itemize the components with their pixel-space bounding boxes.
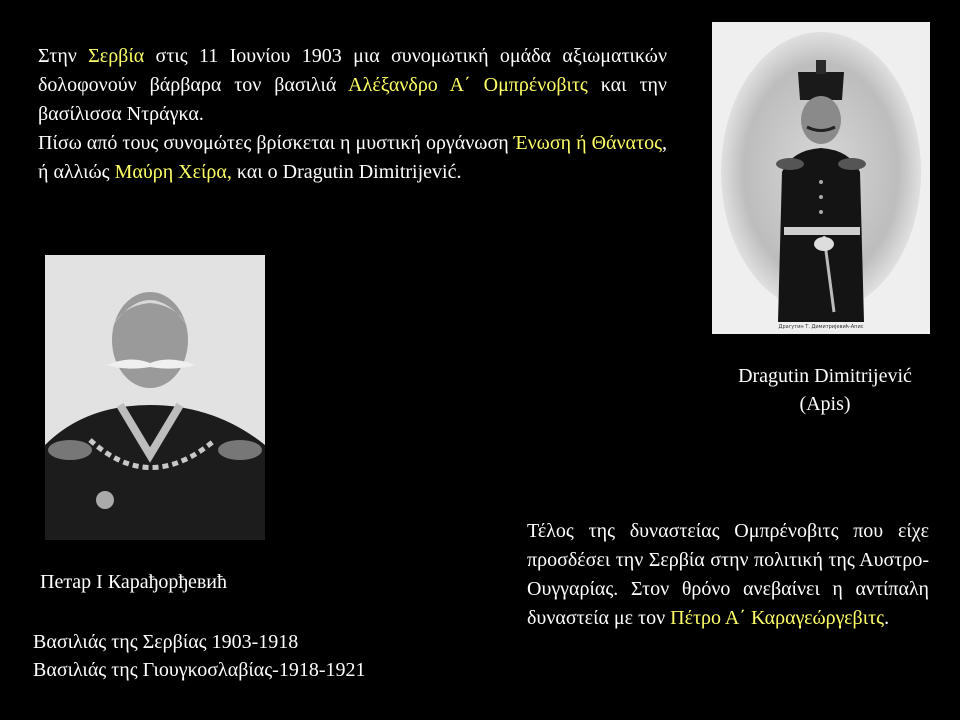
petar-portrait-image	[45, 255, 265, 540]
apis-photo-inscription: Драгутин Т. Димитријевић-Апис	[778, 324, 864, 330]
text-run: Τέλος της δυναστείας Ομπρένοβιτς που είχε προσδέσει την Σερβία στην πολιτική της Αυστρο-Ουγγαρίας. Στον θρόνο ανεβαίνει η αντίπαλη δυναστεία με τον	[527, 520, 929, 629]
text-run: και ο Dragutin Dimitrijević.	[231, 161, 462, 183]
text-run: Στην	[38, 45, 89, 67]
apis-caption	[700, 362, 950, 418]
intro-paragraph-2	[38, 129, 667, 187]
highlighted-term: Ένωση ή Θάνατος	[513, 132, 662, 154]
text-run: Πίσω από τους συνομώτες βρίσκεται η μυστική οργάνωση	[38, 132, 514, 154]
apis-portrait-image	[712, 22, 930, 334]
apis-name: Dragutin Dimitrijević	[738, 365, 912, 387]
petar-caption: Петар I Карађорђевић	[40, 571, 228, 593]
apis-alias: (Apis)	[799, 393, 851, 415]
text-run: .	[884, 607, 890, 629]
text-run: και την βασίλισσα Ντράγκα.	[38, 74, 667, 125]
reign-yugoslavia: Βασιλιάς της Γιουγκοσλαβίας-1918-1921	[33, 659, 366, 681]
highlighted-term: Σερβία	[88, 45, 145, 67]
apis-photo	[712, 22, 930, 334]
petar-photo	[45, 255, 265, 540]
reign-serbia: Βασιλιάς της Σερβίας 1903-1918	[33, 631, 299, 653]
intro-paragraph-1	[38, 42, 667, 129]
ending-paragraph	[527, 517, 929, 633]
text-run: , ή αλλιώς	[38, 132, 667, 183]
highlighted-term: Πέτρο Α΄ Καραγεώργεβιτς	[670, 607, 885, 629]
highlighted-term: Μαύρη Χείρα,	[114, 161, 232, 183]
text-run: στις 11 Ιουνίου 1903 μια συνομωτική ομάδα αξιωματικών δολοφονούν βάρβαρα τον βασιλιά	[38, 45, 668, 96]
intro-text	[38, 42, 667, 187]
highlighted-term: Αλέξανδρο Α΄ Ομπρένοβιτς	[348, 74, 588, 96]
petar-reign	[33, 628, 365, 684]
